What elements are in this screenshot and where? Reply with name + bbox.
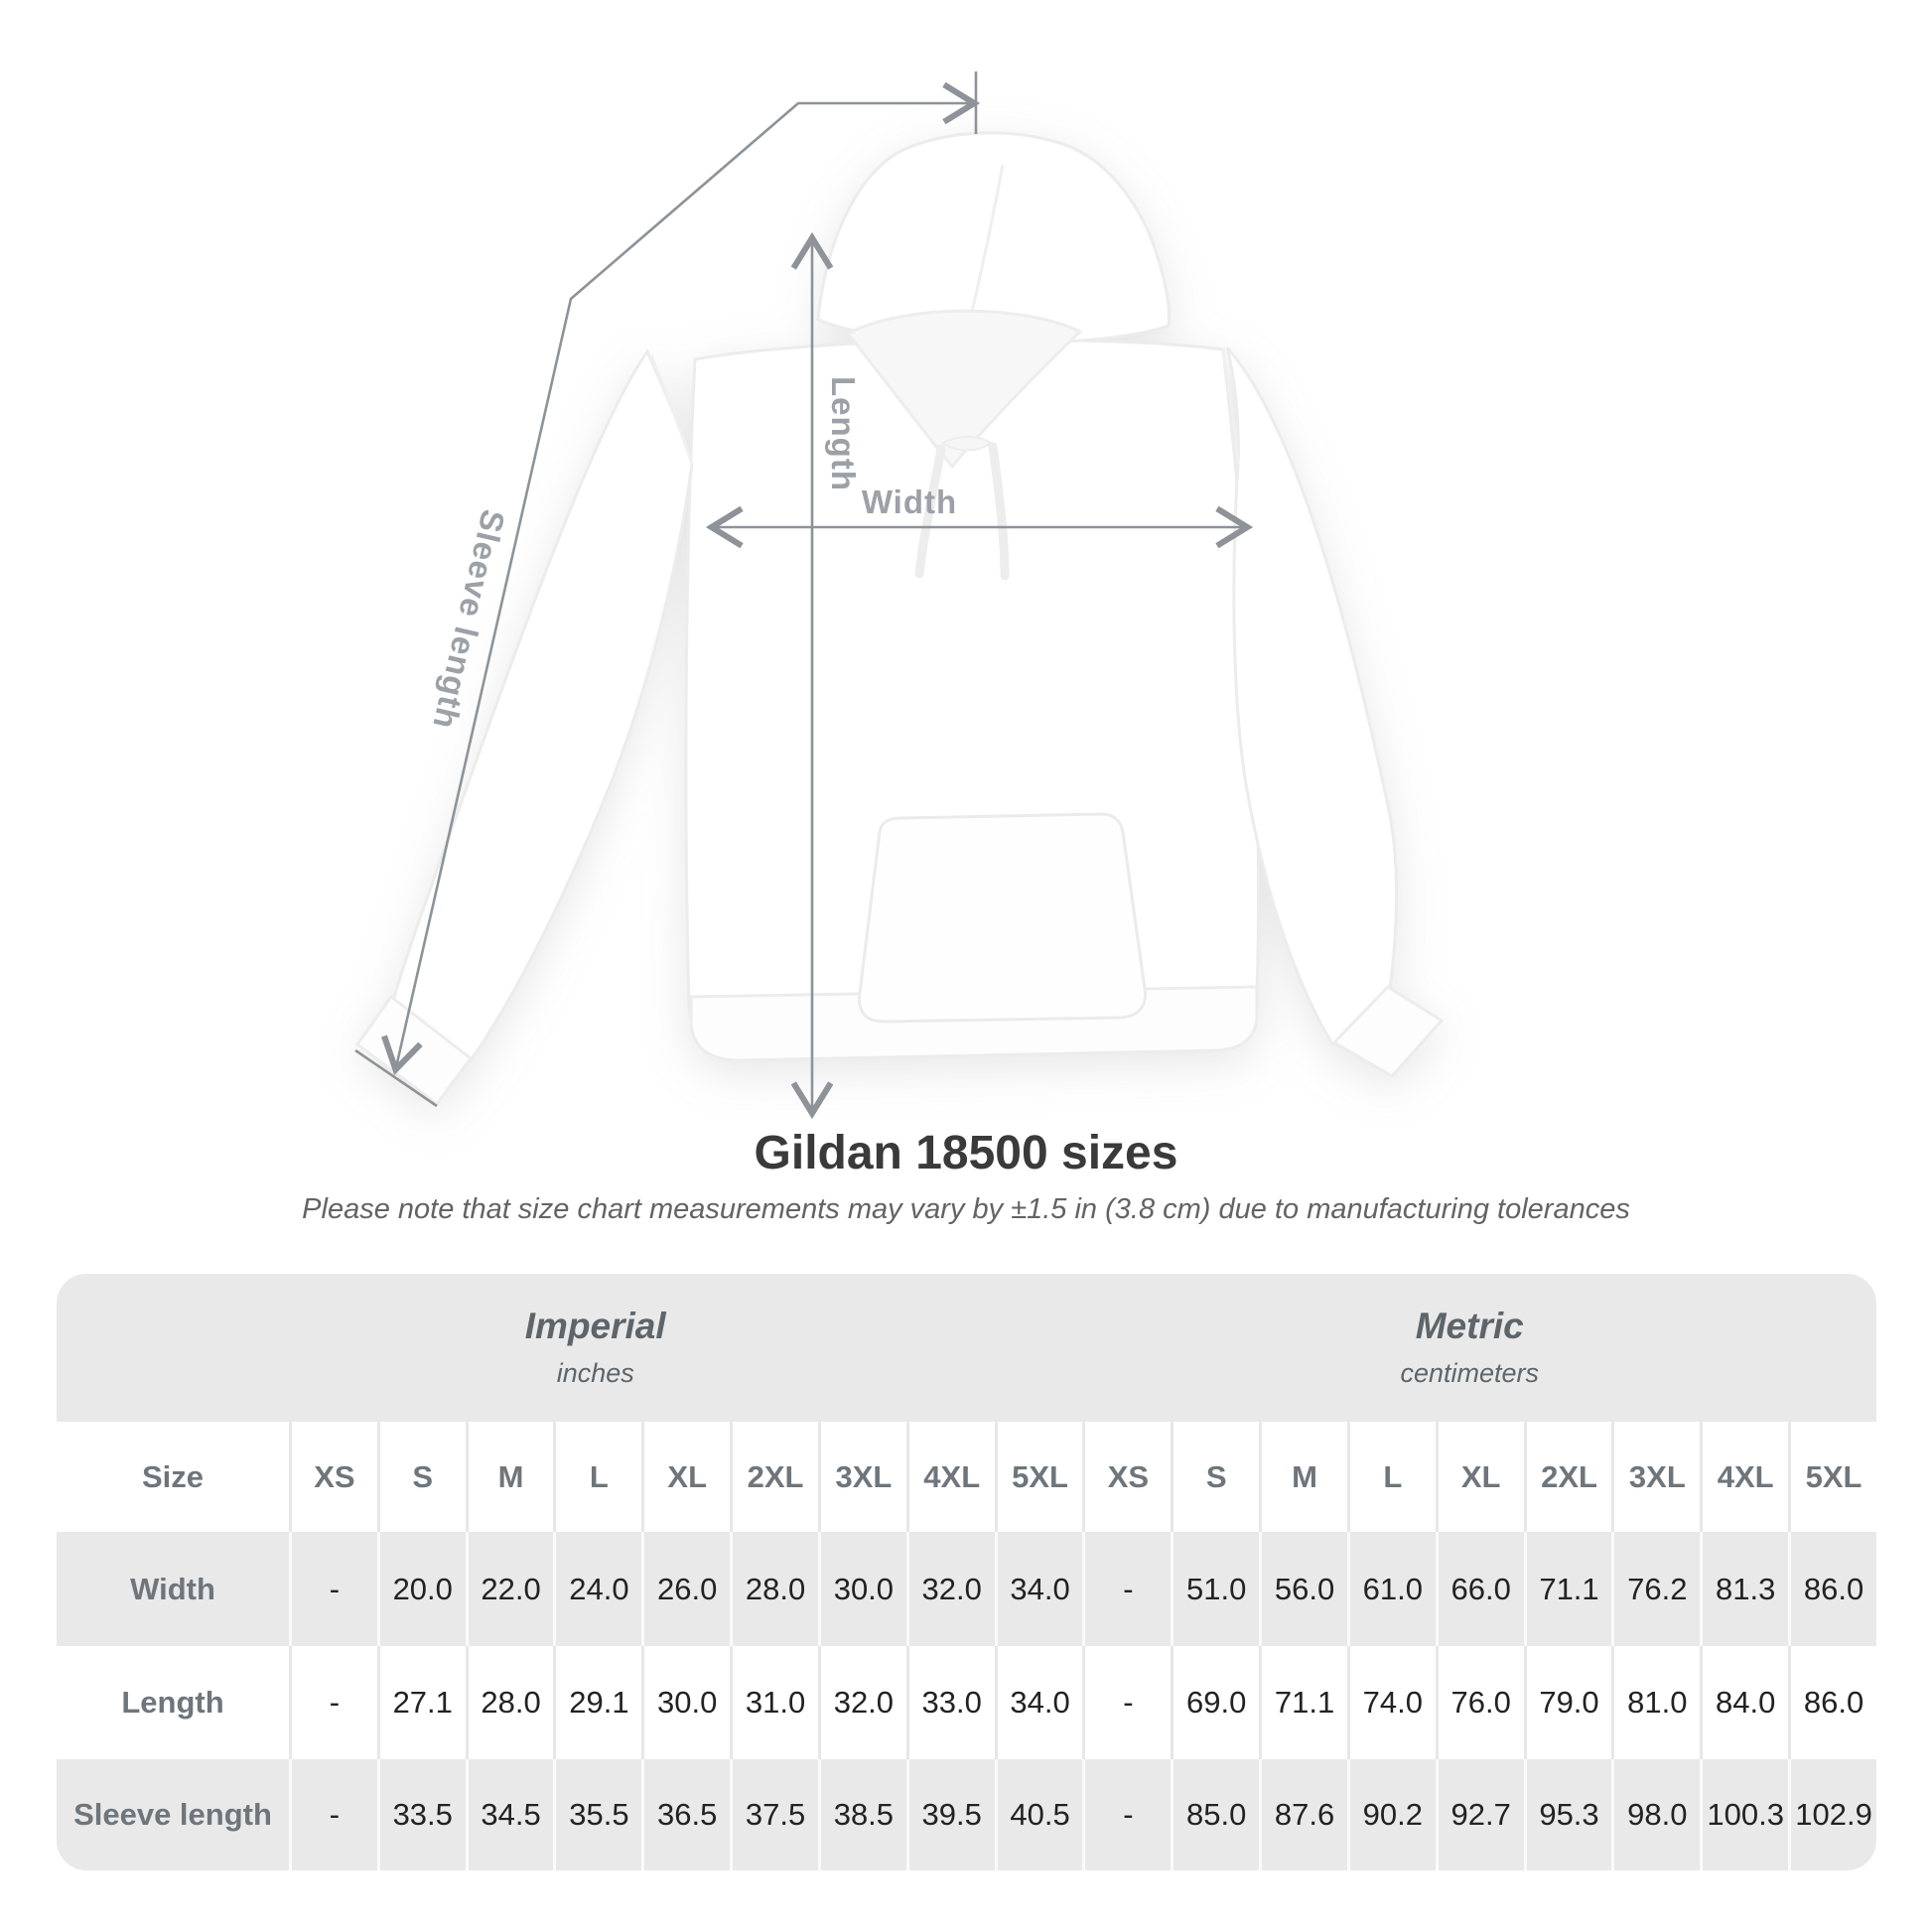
measure-value-metric: - <box>1082 1646 1171 1759</box>
group-header-content-imperial <box>57 1307 1082 1390</box>
measure-value-imperial: - <box>289 1532 377 1646</box>
measure-value-metric: 92.7 <box>1436 1759 1524 1870</box>
measure-value-metric: 66.0 <box>1436 1532 1524 1646</box>
measure-value-imperial: 28.0 <box>466 1646 554 1759</box>
measure-value-metric: 61.0 <box>1347 1532 1436 1646</box>
group-label: Metric <box>1415 1305 1524 1346</box>
measure-value-metric: 79.0 <box>1524 1646 1612 1759</box>
measure-value-metric: 100.3 <box>1700 1759 1788 1870</box>
measure-value-metric: 98.0 <box>1611 1759 1700 1870</box>
measure-value-metric: 69.0 <box>1171 1646 1259 1759</box>
size-header-row <box>57 1422 1876 1532</box>
size-col-metric-xs: XS <box>1082 1422 1171 1532</box>
measure-value-imperial: 30.0 <box>818 1532 906 1646</box>
size-col-metric-2xl: 2XL <box>1524 1422 1612 1532</box>
measure-value-imperial: 28.0 <box>730 1532 818 1646</box>
measure-value-metric: 71.1 <box>1524 1532 1612 1646</box>
measure-value-metric: 86.0 <box>1788 1532 1876 1646</box>
measure-value-metric: 76.0 <box>1436 1646 1524 1759</box>
measure-value-metric: 81.3 <box>1700 1532 1788 1646</box>
tolerance-note: Please note that size chart measurements may vary by ±1.5 in (3.8 cm) due to manufacturing tolerances <box>302 1193 1630 1225</box>
size-col-metric-4xl: 4XL <box>1700 1422 1788 1532</box>
measure-value-metric: 56.0 <box>1259 1532 1347 1646</box>
measure-value-imperial: - <box>289 1759 377 1870</box>
measure-value-imperial: 29.1 <box>553 1646 641 1759</box>
measure-value-imperial: 22.0 <box>466 1532 554 1646</box>
measure-value-imperial: 26.0 <box>641 1532 730 1646</box>
hoodie-pocket <box>859 814 1145 1022</box>
table-group-header-row <box>57 1274 1876 1422</box>
measure-value-metric: - <box>1082 1532 1171 1646</box>
measure-value-metric: 81.0 <box>1611 1646 1700 1759</box>
size-col-imperial-4xl: 4XL <box>906 1422 995 1532</box>
measure-value-imperial: 34.0 <box>995 1532 1083 1646</box>
measure-value-metric: 86.0 <box>1788 1646 1876 1759</box>
size-col-metric-3xl: 3XL <box>1611 1422 1700 1532</box>
group-header-metric <box>1082 1274 1876 1422</box>
measure-value-imperial: 32.0 <box>906 1532 995 1646</box>
group-header-imperial <box>57 1274 1082 1422</box>
measure-value-imperial: 20.0 <box>377 1532 466 1646</box>
measure-value-imperial: 30.0 <box>641 1646 730 1759</box>
size-table <box>57 1274 1876 1870</box>
measure-value-imperial: 33.5 <box>377 1759 466 1870</box>
size-col-imperial-m: M <box>466 1422 554 1532</box>
size-col-imperial-5xl: 5XL <box>995 1422 1083 1532</box>
width-measure-label: Width <box>861 483 958 520</box>
measure-value-imperial: 33.0 <box>906 1646 995 1759</box>
group-header-content-metric <box>1082 1307 1876 1390</box>
measure-value-metric: - <box>1082 1759 1171 1870</box>
measure-value-imperial: 37.5 <box>730 1759 818 1870</box>
measure-value-metric: 51.0 <box>1171 1532 1259 1646</box>
size-col-metric-m: M <box>1259 1422 1347 1532</box>
measure-value-metric: 84.0 <box>1700 1646 1788 1759</box>
size-header-label: Size <box>57 1422 289 1532</box>
length-measure-label: Length <box>825 376 862 491</box>
measure-value-imperial: 36.5 <box>641 1759 730 1870</box>
measure-value-metric: 87.6 <box>1259 1759 1347 1870</box>
measure-value-imperial: 34.5 <box>466 1759 554 1870</box>
measure-value-imperial: 24.0 <box>553 1532 641 1646</box>
measure-value-imperial: 32.0 <box>818 1646 906 1759</box>
measure-value-metric: 90.2 <box>1347 1759 1436 1870</box>
measure-row-width <box>57 1532 1876 1646</box>
measure-row-label: Width <box>57 1532 289 1646</box>
measure-value-imperial: 35.5 <box>553 1759 641 1870</box>
group-unit-label: centimeters <box>1400 1358 1539 1389</box>
size-col-imperial-2xl: 2XL <box>730 1422 818 1532</box>
measure-row-label: Length <box>57 1646 289 1759</box>
measure-value-metric: 102.9 <box>1788 1759 1876 1870</box>
sleeve-length-measure-label: Sleeve length <box>426 505 512 734</box>
measure-value-metric: 85.0 <box>1171 1759 1259 1870</box>
measure-row-label: Sleeve length <box>57 1759 289 1870</box>
size-col-metric-s: S <box>1171 1422 1259 1532</box>
measure-value-imperial: 38.5 <box>818 1759 906 1870</box>
measure-value-metric: 74.0 <box>1347 1646 1436 1759</box>
size-col-imperial-s: S <box>377 1422 466 1532</box>
measure-value-imperial: 34.0 <box>995 1646 1083 1759</box>
measure-value-metric: 95.3 <box>1524 1759 1612 1870</box>
size-col-metric-5xl: 5XL <box>1788 1422 1876 1532</box>
measure-value-metric: 76.2 <box>1611 1532 1700 1646</box>
size-col-imperial-3xl: 3XL <box>818 1422 906 1532</box>
measure-value-metric: 71.1 <box>1259 1646 1347 1759</box>
size-col-imperial-l: L <box>553 1422 641 1532</box>
group-unit-label: inches <box>556 1358 634 1389</box>
measure-value-imperial: 40.5 <box>995 1759 1083 1870</box>
measure-value-imperial: - <box>289 1646 377 1759</box>
size-col-metric-xl: XL <box>1436 1422 1524 1532</box>
measure-value-imperial: 27.1 <box>377 1646 466 1759</box>
measure-value-imperial: 39.5 <box>906 1759 995 1870</box>
measure-row-length <box>57 1646 1876 1759</box>
group-label: Imperial <box>524 1305 666 1346</box>
measure-row-sleeve-length <box>57 1759 1876 1870</box>
page-title: Gildan 18500 sizes <box>754 1127 1178 1179</box>
size-table-grid <box>57 1274 1876 1870</box>
size-col-metric-l: L <box>1347 1422 1436 1532</box>
size-col-imperial-xs: XS <box>289 1422 377 1532</box>
size-col-imperial-xl: XL <box>641 1422 730 1532</box>
measure-value-imperial: 31.0 <box>730 1646 818 1759</box>
